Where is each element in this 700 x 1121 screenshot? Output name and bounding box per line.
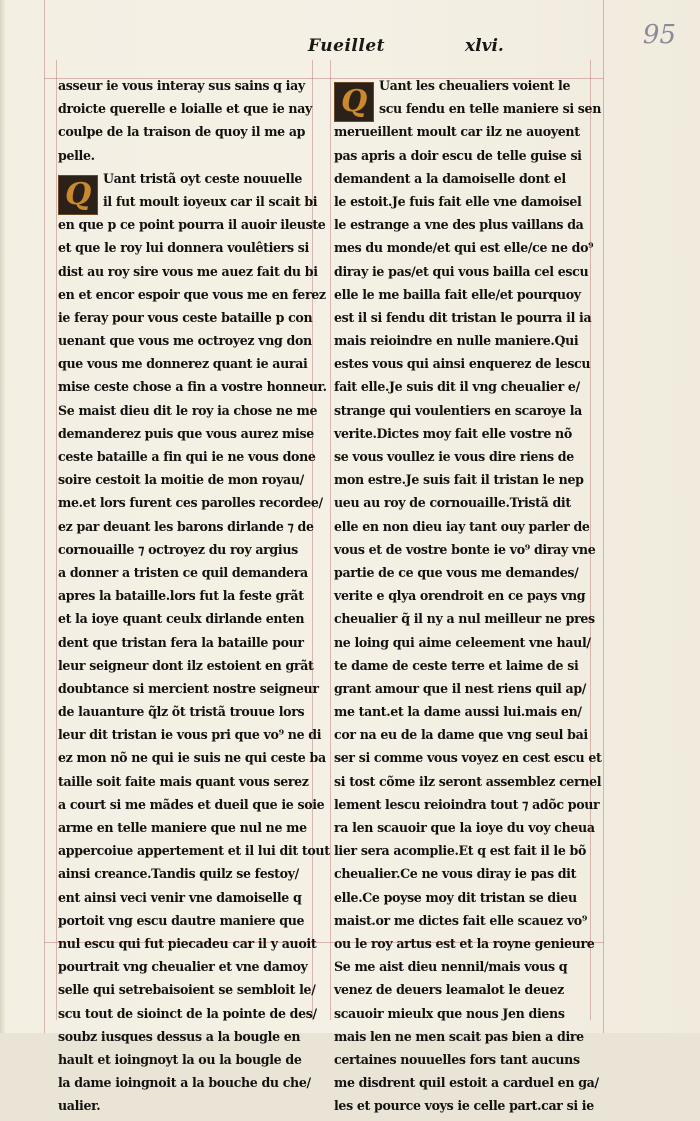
text-line: [334, 611, 595, 634]
ruling-line: [590, 60, 591, 1020]
text-line: [334, 866, 586, 889]
text-line: [334, 426, 586, 449]
text-line-content: ou le roy artus est et la royne genieure: [334, 935, 595, 951]
text-line-content: elle.Ce poyse moy dit tristan se dieu: [334, 889, 577, 905]
text-line-content: verite e qlya orendroit en ce pays vng: [334, 588, 586, 604]
text-line: [58, 263, 318, 287]
text-line-content: scu fendu en telle maniere si sen: [379, 101, 602, 117]
text-line-content: mon estre.Je suis fait il tristan le nep: [334, 472, 584, 488]
text-line-content: leur dit tristan ie vous pri que vo⁹ ne di: [58, 727, 322, 743]
text-line-content: Se me aist dieu nennil/mais vous q: [334, 959, 568, 975]
text-line-content: lement lescu reioindra tout ⁊ adõc pour: [334, 796, 600, 812]
text-line-content: il fut moult ioyeux car il scait bi: [103, 193, 318, 209]
text-line: [334, 843, 586, 866]
text-line-content: ualier.: [58, 1098, 101, 1114]
text-line-content: te dame de ceste terre et laime de si: [334, 657, 579, 673]
text-line-content: ueu au roy de cornouaille.Tristã dit: [334, 495, 571, 511]
text-line: [58, 124, 310, 147]
text-line: [58, 425, 314, 449]
text-line: [58, 402, 318, 426]
text-line: [58, 843, 330, 866]
text-line-content: ceste bataille a fin qui ie ne vous done: [58, 449, 316, 464]
text-line-content: me.et lors furent ces parolles recordee/: [58, 495, 323, 511]
text-line: [334, 217, 586, 240]
text-line-content: a court si me mãdes et dueil que ie soie: [58, 796, 325, 812]
text-line: [58, 750, 326, 773]
text-line: [334, 1052, 586, 1075]
text-line: [334, 449, 586, 472]
text-line-content: demandent a la damoiselle dont el: [334, 170, 566, 186]
page-header: [0, 36, 700, 62]
text-line: [58, 286, 326, 310]
text-line-content: en et encor espoir que vous me en ferez: [58, 286, 326, 302]
text-line-content: portoit vng escu dautre maniere que: [58, 912, 305, 928]
text-line: [334, 820, 595, 843]
text-line-content: ez par deuant les barons dirlande ⁊ de: [58, 518, 314, 534]
text-line: [58, 774, 310, 797]
text-line: [334, 796, 600, 820]
text-line-content: selle qui setrebaisoient se sembloit le/: [58, 982, 316, 998]
text-line-content: pas apris a doir escu de telle guise si: [334, 147, 582, 163]
text-line: [58, 680, 319, 704]
text-line: [334, 240, 594, 263]
text-line: [334, 750, 602, 773]
text-line: [58, 866, 310, 889]
decorated-initial: Q: [334, 82, 374, 122]
text-line-content: pourtrait vng cheualier et vne damoy: [58, 959, 308, 975]
text-line-content: verite.Dictes moy fait elle vostre nõ: [334, 425, 572, 441]
text-line: [334, 658, 586, 681]
text-line: [334, 1075, 599, 1098]
text-line-content: leur seigneur dont ilz estoient en grãt: [58, 657, 314, 673]
text-line-content: ie feray pour vous ceste bataille p con: [58, 309, 313, 325]
text-line: [334, 982, 586, 1005]
text-line: [58, 333, 310, 356]
text-line: [334, 333, 586, 356]
text-line: [334, 773, 602, 797]
text-line: [58, 913, 310, 936]
text-line-content: elle en non dieu iay tant ouy parler de: [334, 518, 590, 534]
text-line: [334, 263, 589, 287]
text-line-content: les et pource voys ie celle part.car si ie: [334, 1098, 594, 1114]
text-line: [58, 101, 310, 124]
text-line-content: mais reioindre en nulle maniere.Qui: [334, 333, 579, 349]
text-line-content: cheualier q̃ il ny a nul meilleur ne pres: [334, 611, 595, 627]
text-line: [334, 403, 586, 426]
text-line-content: fait elle.Je suis dit il vng cheualier e/: [334, 379, 580, 395]
text-line-content: venez de deuers leamalot le deuez: [334, 982, 564, 998]
text-line-content: appercoiue appertement et il lui dit tout: [58, 843, 330, 859]
text-line: [58, 890, 310, 913]
text-line-content: se vous voullez ie vous dire riens de: [334, 449, 574, 464]
decorated-initial: Q: [58, 175, 98, 215]
text-line: [58, 796, 325, 820]
text-line: [58, 1098, 310, 1121]
text-line: [334, 959, 586, 982]
text-line-content: grant amour que il nest riens quil ap/: [334, 680, 587, 696]
text-line-content: me tant.et la dame aussi lui.mais en/: [334, 704, 582, 720]
text-line: [58, 935, 317, 959]
text-line: [58, 820, 310, 843]
text-line-content: scu tout de sioinct de la pointe de des/: [58, 1005, 317, 1021]
text-line: [334, 1029, 586, 1052]
text-line-content: hault et ioingnoyt la ou la bougle de: [58, 1051, 302, 1067]
text-line-content: Uant les cheualiers voient le: [379, 78, 571, 93]
text-line: [334, 171, 586, 194]
text-line-content: me disdrent quil estoit a carduel en ga/: [334, 1075, 599, 1091]
text-line-content: la dame ioingnoit a la bouche du che/: [58, 1075, 311, 1091]
text-line-content: diray ie pas/et qui vous bailla cel escu: [334, 263, 589, 279]
text-line: [58, 78, 310, 101]
text-line: [58, 495, 323, 518]
text-line: [334, 1098, 594, 1121]
text-line: [58, 379, 327, 402]
text-line: [334, 379, 586, 402]
text-line: [334, 541, 596, 565]
page-number: 95: [642, 20, 676, 50]
text-line-content: soire cestoit la moitie de mon royau/: [58, 472, 304, 488]
text-line-content: Uant tristã oyt ceste nouuelle: [103, 170, 303, 186]
text-line: [334, 565, 586, 588]
text-line: [58, 1005, 317, 1029]
running-title: Fueillet: [308, 36, 385, 56]
text-line: [58, 217, 326, 240]
text-line: [334, 634, 591, 658]
text-line: [334, 148, 586, 171]
text-line-content: uenant que vous me octroyez vng don: [58, 333, 312, 349]
text-line-content: cornouaille ⁊ octroyez du roy argius: [58, 541, 298, 557]
text-line: [58, 542, 310, 565]
text-line-content: le estrange a vne des plus vaillans da: [334, 217, 584, 233]
folio-number: xlvi.: [465, 36, 504, 56]
text-line-content: dist au roy sire vous me auez fait du bi: [58, 263, 318, 279]
text-line: [334, 472, 586, 495]
text-line: [58, 309, 313, 333]
text-line: [58, 635, 310, 658]
text-line: [334, 727, 586, 750]
right-text-column: [334, 78, 602, 1121]
text-line: [334, 518, 590, 542]
text-line-content: et que le roy lui donnera voulêtiers si: [58, 240, 309, 256]
text-line: [334, 309, 592, 333]
text-line: [58, 982, 316, 1005]
text-line-content: vous et de vostre bonte ie vo⁹ diray vne: [334, 541, 596, 557]
text-line-content: ent ainsi veci venir vne damoiselle q: [58, 889, 302, 905]
text-line-content: nul escu qui fut piecadeu car il y auoit: [58, 935, 317, 951]
text-line: [58, 449, 316, 472]
text-line: [58, 240, 310, 263]
text-line-content: pelle.: [58, 147, 95, 163]
text-line-content: si tost cõme ilz seront assemblez cernel: [334, 773, 602, 789]
text-line: [58, 704, 310, 727]
text-line: [58, 959, 310, 982]
ruling-line: [44, 0, 45, 1033]
text-line-content: certaines nouuelles fors tant aucuns: [334, 1051, 580, 1067]
ruling-line: [56, 60, 57, 1020]
text-line-content: partie de ce que vous me demandes/: [334, 564, 579, 580]
text-line-content: que vous me donnerez quant ie aurai: [58, 356, 308, 372]
text-line-content: mais len ne men scait pas bien a dire: [334, 1028, 584, 1044]
text-line-content: cheualier.Ce ne vous diray ie pas dit: [334, 866, 577, 882]
left-text-column: [58, 78, 330, 1121]
text-line-content: estes vous qui ainsi enquerez de lescu: [334, 356, 591, 372]
text-line-content: de lauanture q̃lz õt tristã trouue lors: [58, 704, 305, 720]
text-line-content: doubtance si mercient nostre seigneur: [58, 680, 319, 696]
text-line: [334, 935, 595, 959]
text-line-content: est il si fendu dit tristan le pourra il ia: [334, 309, 592, 325]
text-line-content: ser si comme vous voyez en cest escu et: [334, 750, 602, 766]
text-line: [58, 565, 310, 588]
text-line: [58, 148, 310, 171]
text-line: [58, 727, 322, 750]
text-line-content: et la ioye quant ceulx dirlande enten: [58, 611, 305, 627]
ruling-line: [330, 60, 331, 1020]
text-line: [58, 657, 314, 681]
text-line-content: elle le me bailla fait elle/et pourquoy: [334, 286, 581, 302]
text-line-content: strange qui voulentiers en scaroye la: [334, 402, 582, 418]
text-line-content: coulpe de la traison de quoy il me ap: [58, 124, 306, 140]
text-line-content: scauoir mieulx que nous Jen diens: [334, 1005, 565, 1021]
text-line-content: merueillent moult car ilz ne auoyent: [334, 124, 580, 140]
text-line: [58, 611, 310, 634]
text-line: [334, 287, 586, 310]
text-line: [334, 913, 586, 936]
text-line-content: le estoit.Je fuis fait elle vne damoisel: [334, 193, 582, 209]
text-line-content: ra len scauoir que la ioye du voy cheua: [334, 820, 595, 835]
text-line-content: mise ceste chose a fin a vostre honneur.: [58, 379, 327, 395]
ruling-line: [603, 0, 604, 1033]
text-line: [334, 124, 586, 147]
text-line-content: en que p ce point pourra il auoir ileuste: [58, 217, 326, 233]
text-line: [58, 588, 310, 611]
text-line-content: demanderez puis que vous aurez mise: [58, 425, 314, 441]
text-line: [334, 1006, 586, 1029]
text-line: [58, 1029, 310, 1052]
text-line: [58, 518, 314, 542]
text-line: [58, 356, 310, 379]
text-line: [58, 1052, 310, 1075]
text-line: [334, 495, 586, 518]
text-line: [334, 890, 586, 913]
text-line-content: dent que tristan fera la bataille pour: [58, 634, 304, 650]
text-line: [334, 194, 586, 217]
text-line-content: ez mon nõ ne qui ie suis ne qui ceste ba: [58, 750, 326, 766]
text-line-content: lier sera acomplie.Et q est fait il le bõ: [334, 843, 587, 859]
text-line: [334, 681, 586, 704]
text-line-content: taille soit faite mais quant vous serez: [58, 773, 309, 789]
text-line-content: apres la bataille.lors fut la feste grãt: [58, 588, 304, 604]
text-line: [58, 1075, 310, 1098]
text-line-content: mes du monde/et qui est elle/ce ne do⁹: [334, 240, 594, 256]
text-line-content: soubz iusques dessus a la bougle en: [58, 1028, 301, 1044]
text-line: [334, 588, 586, 611]
text-line-content: droicte querelle e loialle et que ie nay: [58, 101, 312, 117]
text-line-content: maist.or me dictes fait elle scauez vo⁹: [334, 912, 588, 928]
text-line-content: ne loing qui aime celeement vne haul/: [334, 634, 591, 650]
text-line: [334, 704, 586, 727]
text-line-content: Se maist dieu dit le roy ia chose ne me: [58, 402, 318, 418]
text-line-content: a donner a tristen ce quil demandera: [58, 564, 308, 580]
text-line: [58, 472, 310, 495]
text-line: [334, 356, 591, 379]
text-line-content: asseur ie vous interay sus sains q iay: [58, 78, 305, 93]
text-line-content: cor na eu de la dame que vng seul bai: [334, 727, 588, 743]
text-line-content: ainsi creance.Tandis quilz se festoy/: [58, 866, 299, 882]
text-line-content: arme en telle maniere que nul ne me: [58, 820, 307, 835]
